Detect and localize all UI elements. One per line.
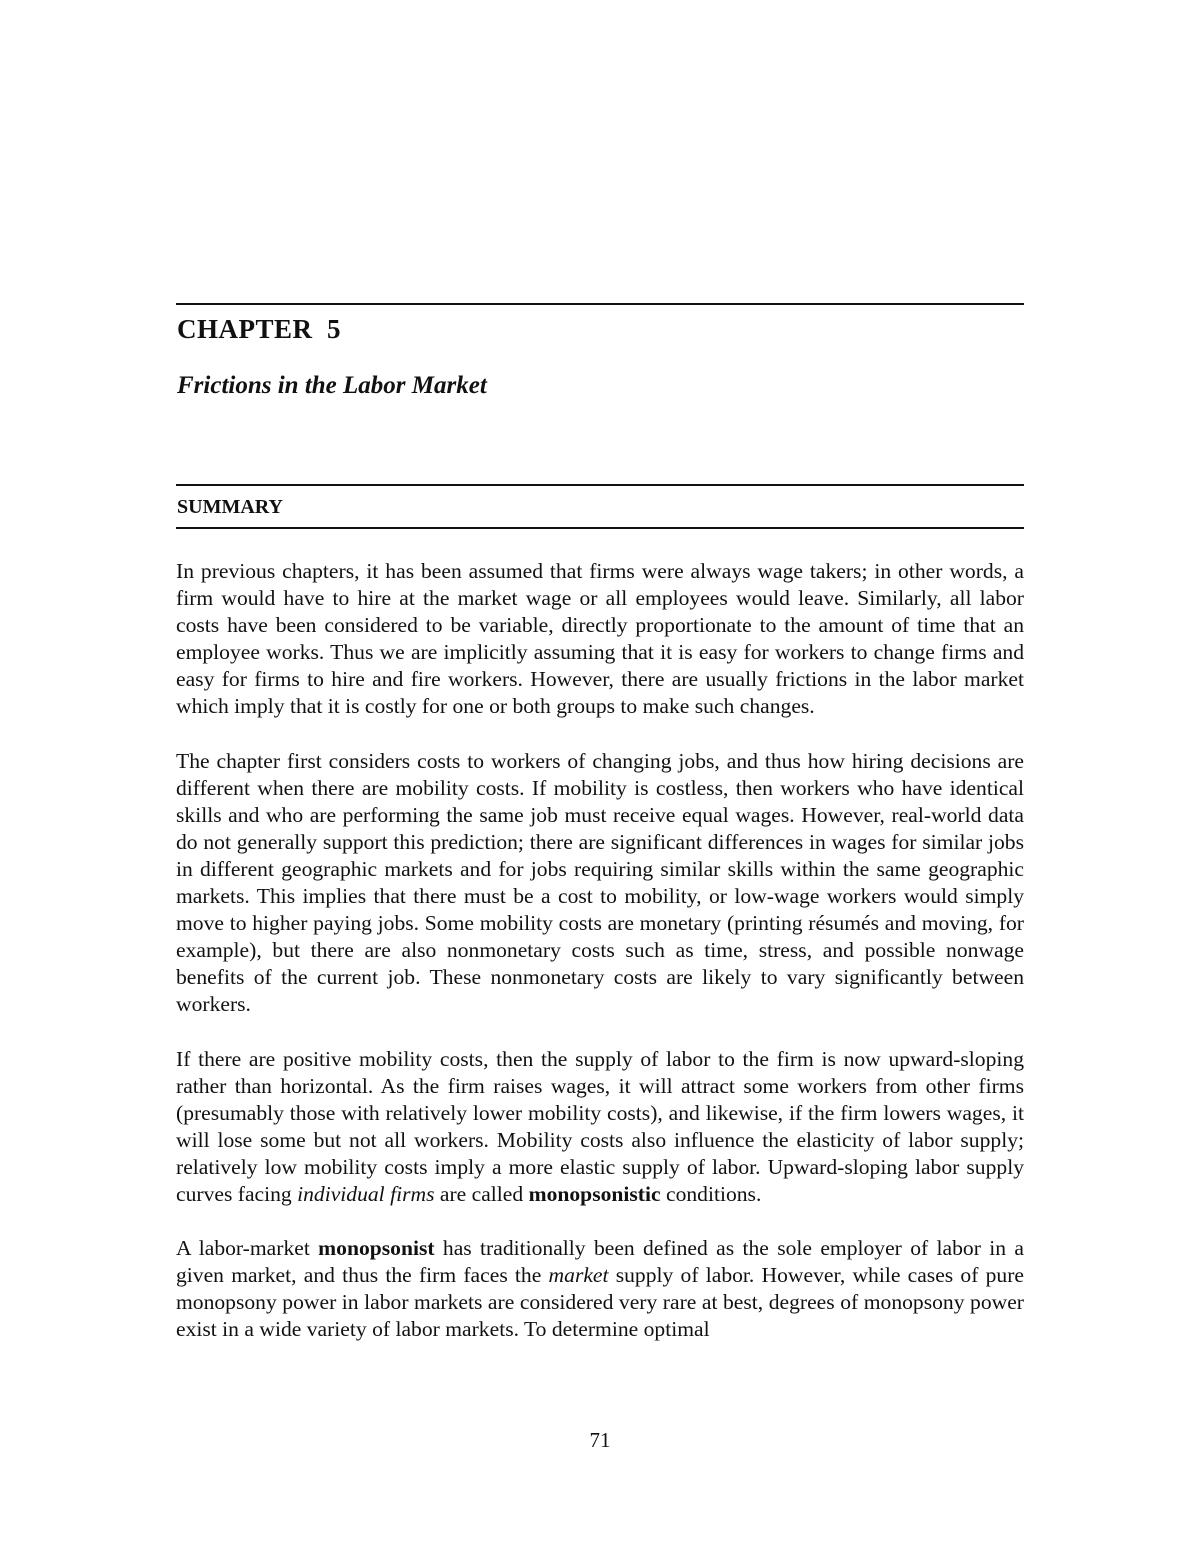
- paragraph-text: conditions.: [660, 1181, 762, 1206]
- paragraph-text: In previous chapters, it has been assumed that firms were always wage takers; in other words, a firm would have to hire at the market wage or all employees would leave. Similarly, all labor costs have been considered to be variable, directly proportionate to the amount of time that an employee works. Thus we are implicitly assuming that it is easy for workers to change firms and easy for firms to hire and fire workers. However, there are usually frictions in the labor market which imply that it is costly for one or both groups to make such changes.: [176, 559, 1024, 719]
- paragraph-text: If there are positive mobility costs, then the supply of labor to the firm is now upward-sloping rather than horizontal. As the firm raises wages, it will attract some workers from other firms (presumably those with relatively lower mobility costs), and likewise, if the firm lowers wages, it will lose some but not all workers. Mobility costs also influence the elasticity of labor supply; relatively low mobility costs imply a more elastic supply of labor. Upward-sloping labor supply curves facing: [176, 1046, 1024, 1206]
- top-rule: [176, 303, 1024, 305]
- section-heading: SUMMARY: [177, 496, 283, 518]
- page-number: 71: [589, 1428, 611, 1452]
- paragraph-text: are called: [434, 1181, 529, 1206]
- emphasis-text: individual firms: [297, 1181, 435, 1206]
- paragraph-text: has traditionally been defined as the sole employer of labor in a given market, and thus the firm faces the: [176, 1236, 1024, 1288]
- paragraph-text: The chapter first considers costs to workers of changing jobs, and thus how hiring decisions are different when there are mobility costs. If mobility is costless, then workers who have identical skills and who are performing the same job must receive equal wages. However, real-world data do not generally support this prediction; there are significant differences in wages for similar jobs in different geographic markets and for jobs requiring similar skills within the same geographic markets. This implies that there must be a cost to mobility, or low-wage workers would simply move to higher paying jobs. Some mobility costs are monetary (printing résumés and moving, for example), but there are also nonmonetary costs such as time, stress, and possible nonwage benefits of the current job. These nonmonetary costs are likely to vary significantly between workers.: [176, 748, 1024, 1017]
- bold-term: monopsonistic: [528, 1181, 661, 1206]
- paragraph-text: supply of labor. However, while cases of pure monopsony power in labor markets are considered very rare at best, degrees of monopsony power exist in a wide variety of labor markets. To determine optimal: [176, 1263, 1024, 1342]
- bold-term: monopsonist: [318, 1236, 435, 1261]
- section-bottom-rule: [176, 527, 1024, 529]
- summary-paragraph: [176, 1235, 1024, 1343]
- summary-paragraph: [176, 1046, 1024, 1209]
- summary-body: [176, 558, 1024, 1370]
- summary-paragraph: [176, 558, 1024, 721]
- section-top-rule: [176, 484, 1024, 486]
- paragraph-text: A labor-market: [176, 1236, 319, 1261]
- summary-paragraph: [176, 748, 1024, 1019]
- chapter-title: Frictions in the Labor Market: [177, 372, 487, 399]
- chapter-label: CHAPTER 5: [177, 314, 342, 344]
- emphasis-text: market: [548, 1263, 609, 1288]
